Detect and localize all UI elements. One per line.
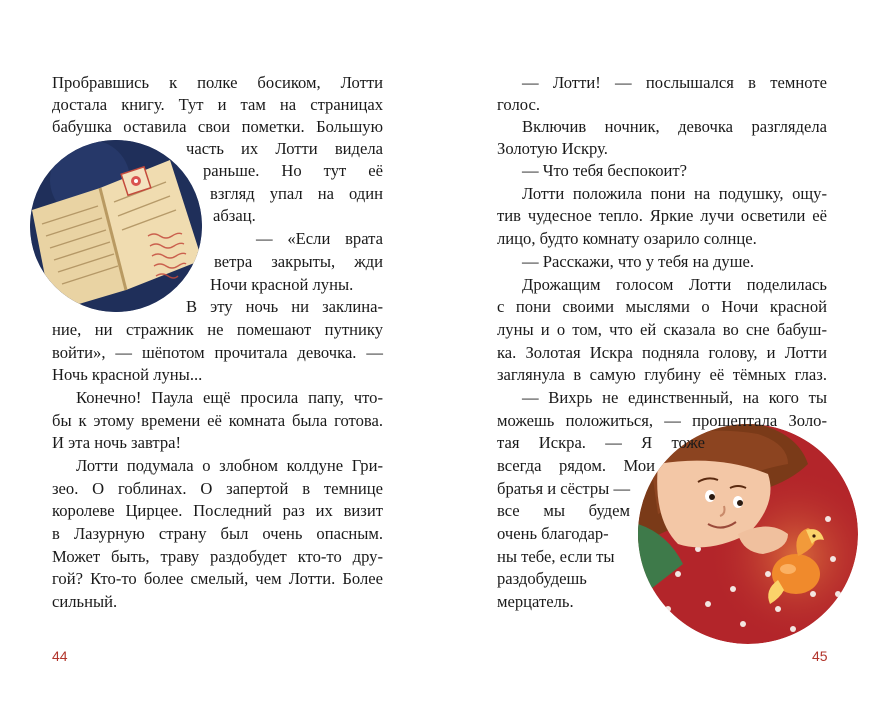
text-line: раньше. Но тут её	[203, 161, 383, 180]
text-line: Лотти подумала о злобном колдуне Гри-	[76, 456, 383, 475]
text-line: с пони своими мыслями о Ночи красной	[497, 297, 827, 316]
text-line: взгляд упал на один	[210, 184, 383, 203]
book-icon	[30, 140, 202, 312]
text-line: раздобудешь	[497, 569, 587, 588]
text-line: все мы будем	[497, 501, 630, 520]
text-line: очень благодар-	[497, 524, 609, 543]
text-line: ние, ни стражник не помешают путнику	[52, 320, 383, 339]
text-line: лицо, будто комнату озарило солнце.	[497, 229, 757, 248]
text-line: — Лотти! — послышался в темноте	[522, 73, 827, 92]
text-line: Ночи красной луны.	[210, 275, 354, 294]
text-line: абзац.	[213, 206, 256, 225]
right-page	[440, 0, 880, 704]
open-book-illustration	[30, 140, 202, 312]
text-line: В эту ночь ни заклина-	[186, 297, 383, 316]
text-line: мерцатель.	[497, 592, 574, 611]
text-line: — Вихрь не единственный, на кого ты	[522, 388, 827, 407]
text-line: королеве Цирцее. Последний раз их визит	[52, 501, 383, 520]
text-line: тая Искра. — Я тоже	[497, 433, 705, 452]
text-line: бабушка оставила свои пометки. Большую	[52, 117, 383, 136]
text-line: ны тебе, если ты	[497, 547, 615, 566]
text-line: всегда рядом. Мои	[497, 456, 655, 475]
text-line: ветра закрыты, жди	[214, 252, 383, 271]
text-line: Включив ночник, девочка разглядела	[522, 117, 827, 136]
text-line: достала книгу. Тут и там на страницах	[52, 95, 383, 114]
text-line: — «Если врата	[256, 229, 383, 248]
text-line: Дрожащим голосом Лотти поделилась	[522, 275, 827, 294]
text-line: бы к этому времени её комната была готова.	[52, 411, 383, 430]
text-line: — Расскажи, что у тебя на душе.	[522, 252, 755, 271]
text-line: Пробравшись к полке босиком, Лотти	[52, 73, 383, 92]
page-number: 44	[52, 648, 68, 664]
text-line: Может быть, траву раздобудет кто-то дру-	[52, 547, 383, 566]
text-line: братья и сёстры —	[497, 479, 631, 498]
text-line: Конечно! Паула ещё просила папу, что-	[76, 388, 383, 407]
text-line: луны и о том, что ей сказала во сне бабуш-	[497, 320, 827, 339]
text-line: Золотую Искру.	[497, 139, 608, 158]
text-line: голос.	[497, 95, 540, 114]
page-number: 45	[812, 648, 828, 664]
girl-with-pony-illustration	[638, 424, 858, 644]
text-line: войти», — шёпотом прочитала девочка. —	[52, 343, 383, 362]
text-line: часть их Лотти видела	[186, 139, 383, 158]
text-line: зео. О гоблинах. О запертой в темнице	[52, 479, 383, 498]
text-line: сильный.	[52, 592, 118, 611]
text-line: в Лазурную страну был очень опасным.	[52, 524, 383, 543]
text-line: можешь положиться, — прошептала Золо-	[497, 411, 827, 430]
text-line: Ночь красной луны...	[52, 365, 203, 384]
text-line: тив чудесное тепло. Яркие лучи осветили её	[497, 206, 827, 225]
text-line: заглянула в самую глубину её тёмных глаз.	[497, 365, 827, 384]
text-line: гой? Кто-то более смелый, чем Лотти. Более	[52, 569, 383, 588]
text-line: И эта ночь завтра!	[52, 433, 182, 452]
text-line: Лотти положила пони на подушку, ощу-	[522, 184, 827, 203]
text-line: ка. Золотая Искра подняла голову, и Лотти	[497, 343, 827, 362]
text-line: — Что тебя беспокоит?	[522, 161, 687, 180]
pony-icon	[638, 424, 858, 644]
